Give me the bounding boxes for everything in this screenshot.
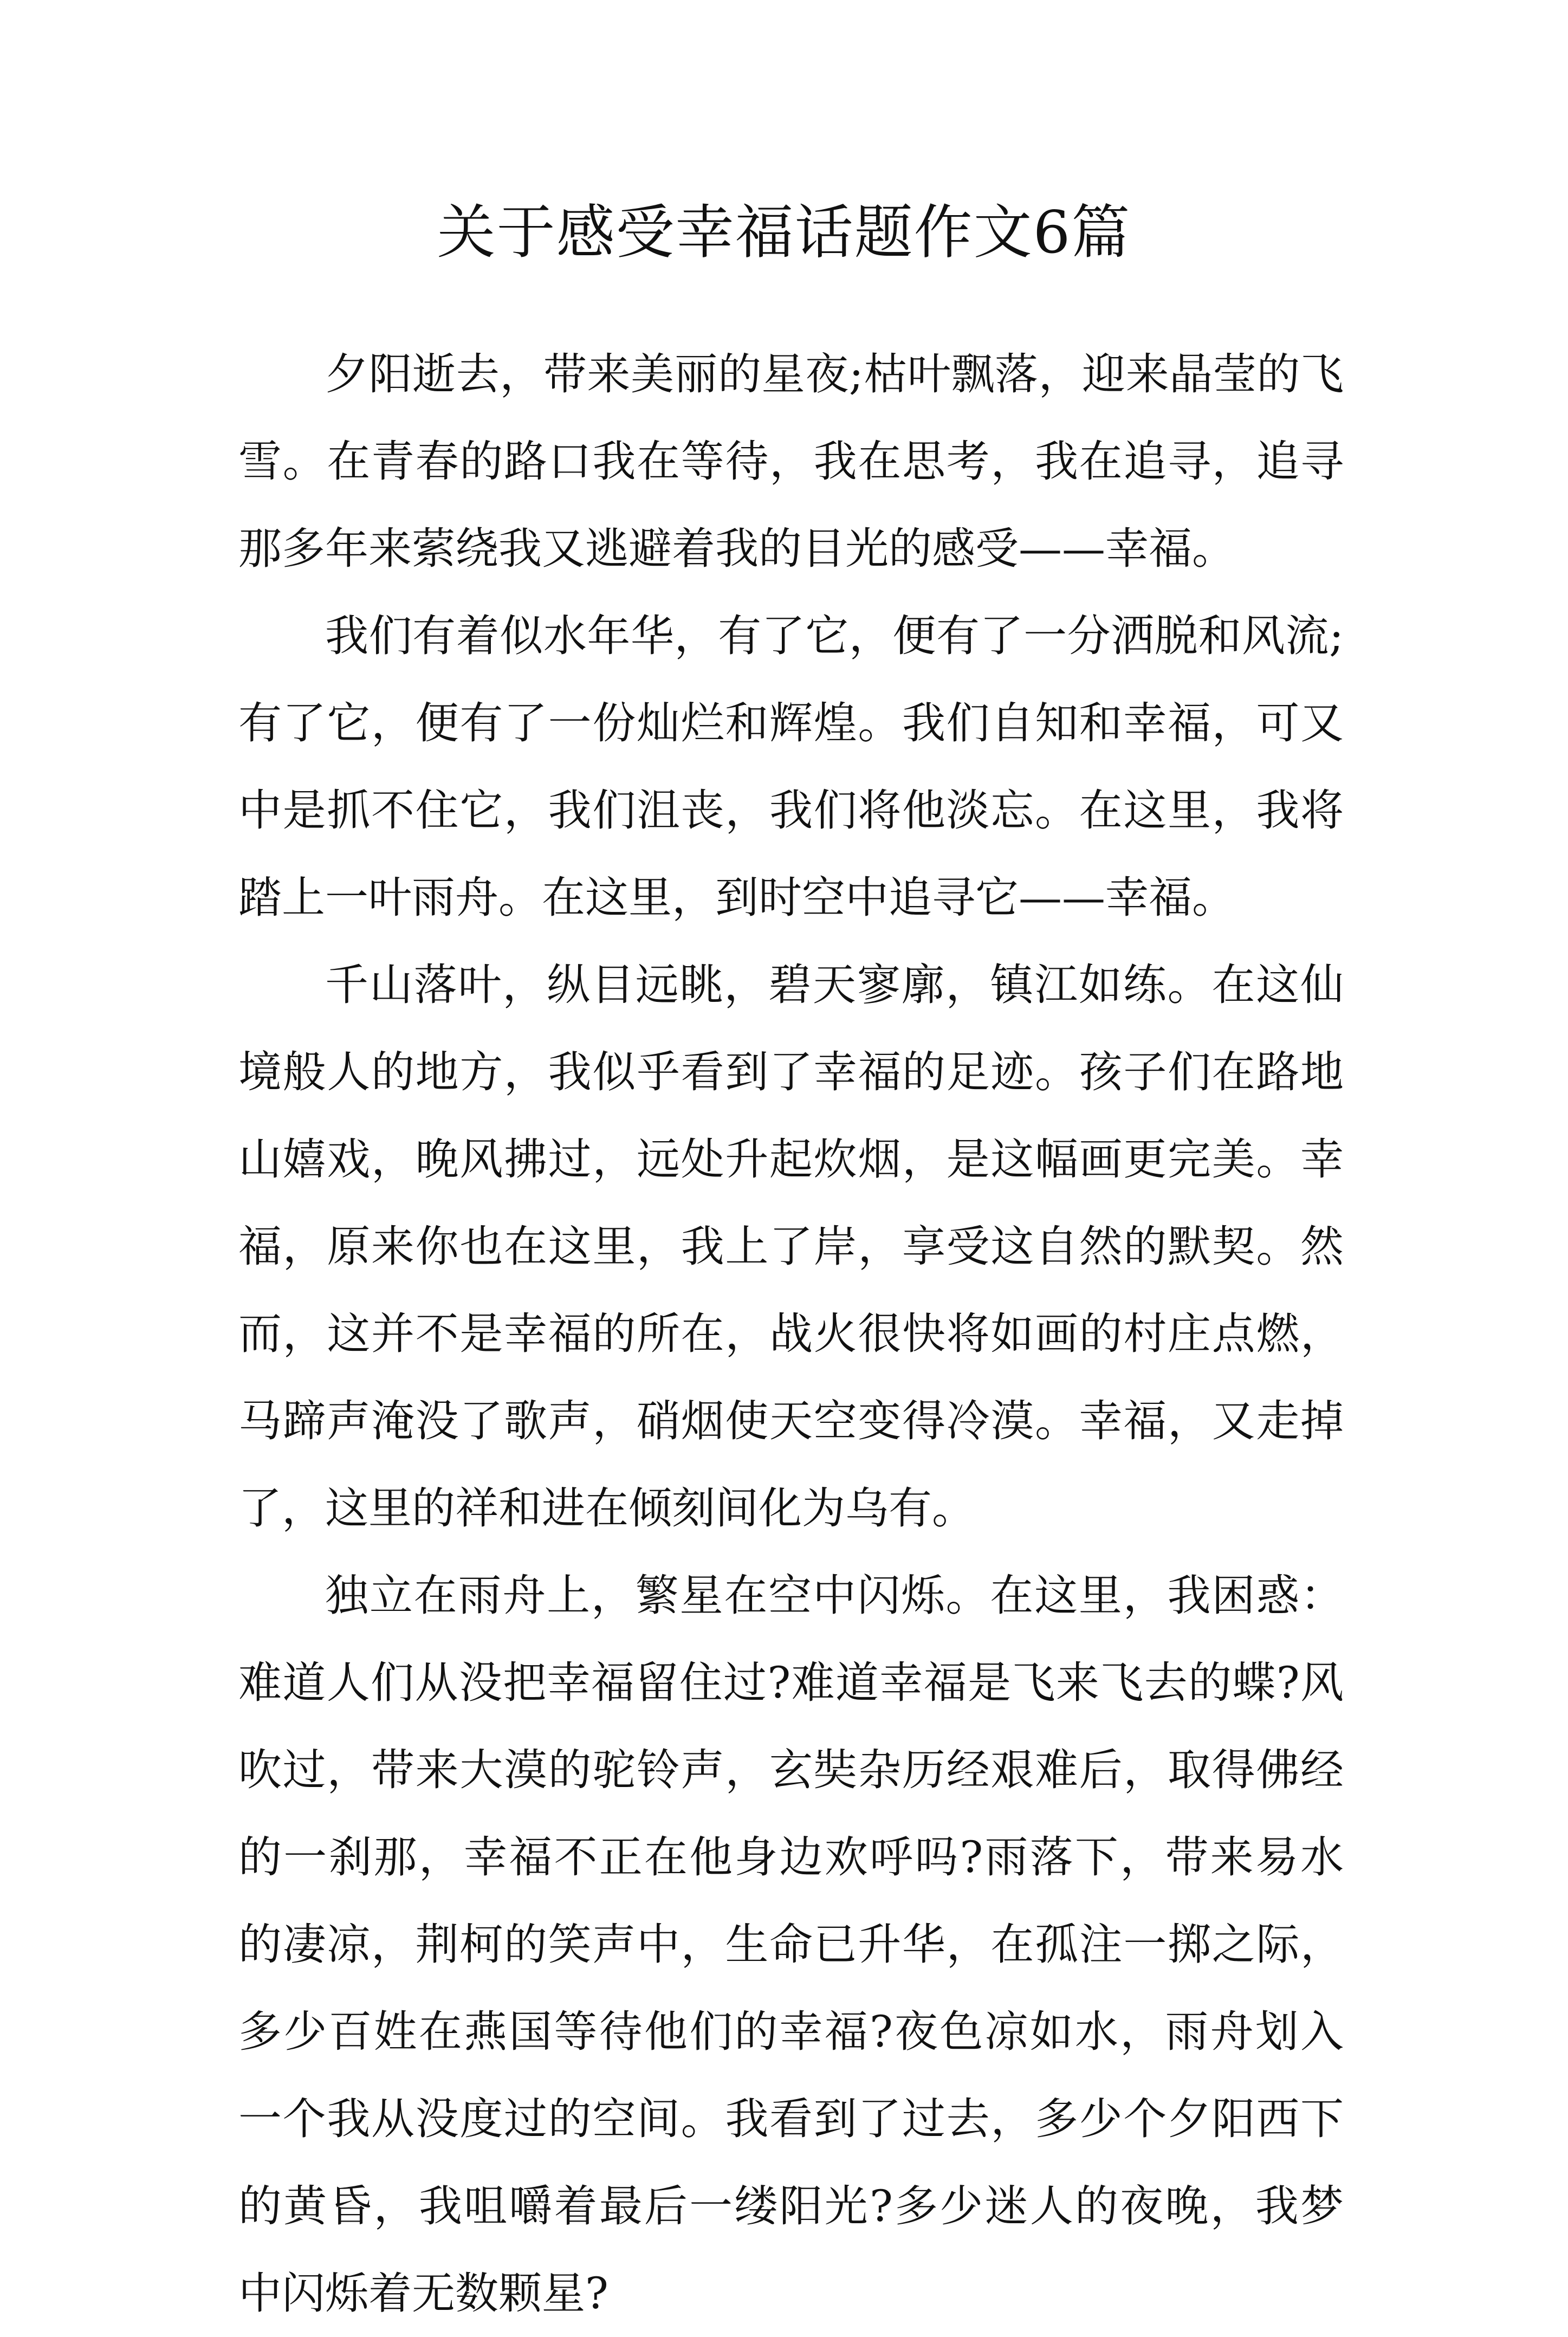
paragraph-3: 千山落叶，纵目远眺，碧天寥廓，镇江如练。在这仙境般人的地方，我似乎看到了幸福的足迹。孩子们在路地山嬉戏，晚风拂过，远处升起炊烟，是这幅画更完美。幸福，原来你也在这里，我上了岸，享受这自然的默契。然而，这并不是幸福的所在，战火很快将如画的村庄点燃，马蹄声淹没了歌声，硝烟使天空变得冷漠。幸福，又走掉了，这里的祥和进在倾刻间化为乌有。 [238,960,1344,1533]
document-title: 关于感受幸福话题作文6篇 [437,199,1131,267]
paragraph-2: 我们有着似水年华，有了它，便有了一分洒脱和风流;有了它，便有了一份灿烂和辉煌。我们自知和幸福，可又中是抓不住它，我们沮丧，我们将他淡忘。在这里，我将踏上一叶雨舟。在这里，到时空中追寻它——幸福。 [238,611,1344,923]
paragraph-4: 独立在雨舟上，繁星在空中闪烁。在这里，我困惑：难道人们从没把幸福留住过?难道幸福是飞来飞去的蝶?风吹过，带来大漠的驼铃声，玄奘杂历经艰难后，取得佛经的一刹那，幸福不正在他身边欢呼吗?雨落下，带来易水的凄凉，荆柯的笑声中，生命已升华，在孤注一掷之际，多少百姓在燕国等待他们的幸福?夜色凉如水，雨舟划入一个我从没度过的空间。我看到了过去，多少个夕阳西下的黄昏，我咀嚼着最后一缕阳光?多少迷人的夜晚，我梦中闪烁着无数颗星? [238,1570,1344,2319]
paragraph-1: 夕阳逝去，带来美丽的星夜;枯叶飘落，迎来晶莹的飞雪。在青春的路口我在等待，我在思考，我在追寻，追寻那多年来萦绕我又逃避着我的目光的感受——幸福。 [238,349,1344,574]
document-body [238,331,1344,2337]
